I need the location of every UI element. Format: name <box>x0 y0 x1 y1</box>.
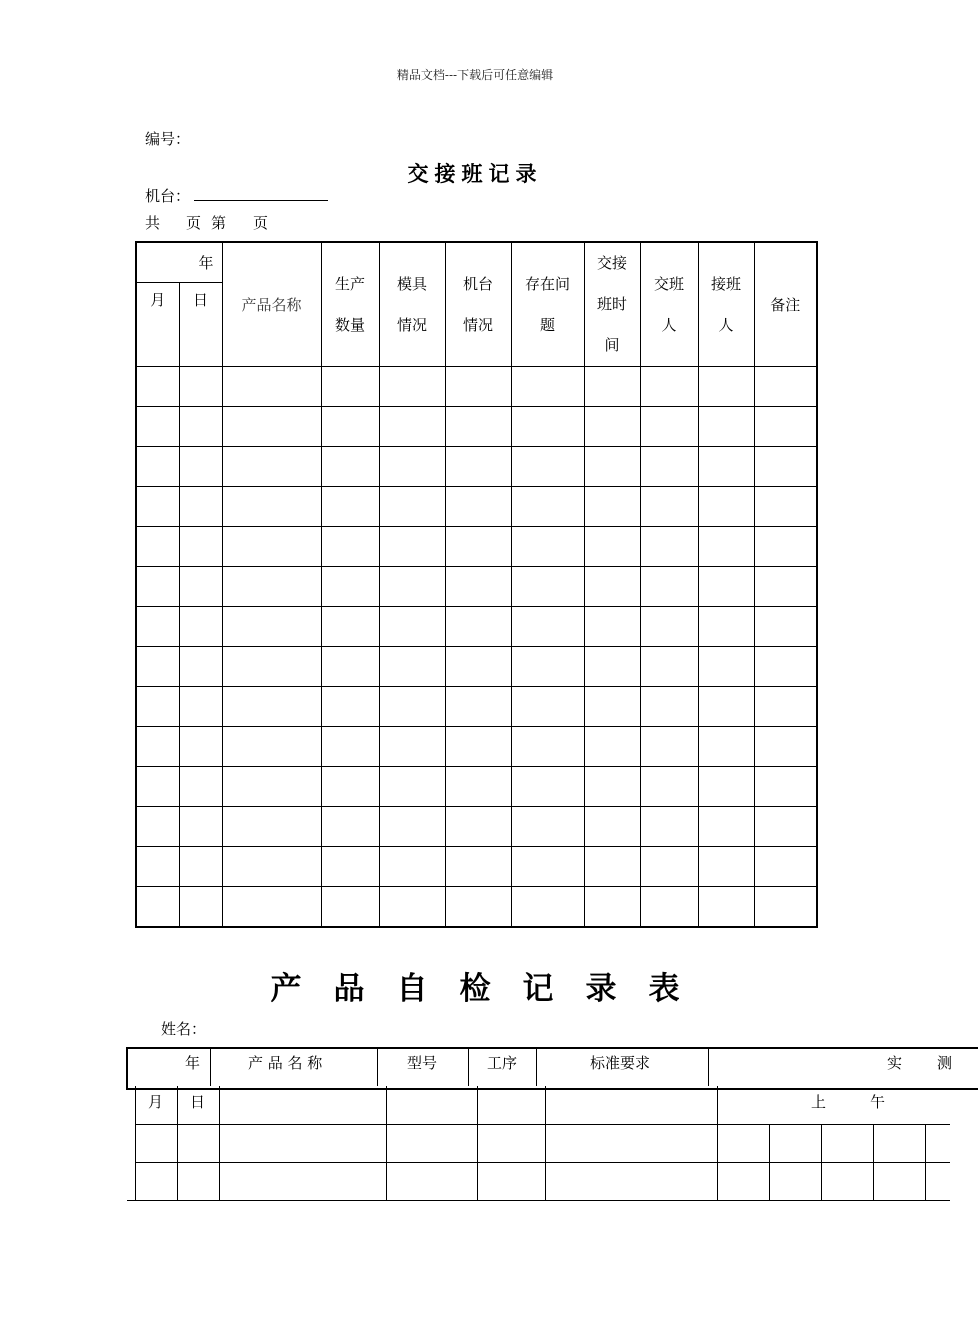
empty-cell[interactable] <box>179 727 222 767</box>
empty-cell[interactable] <box>179 367 222 407</box>
day-label: 日 <box>193 290 209 309</box>
machine-label: 机台： <box>145 187 191 205</box>
empty-cell[interactable] <box>754 807 817 847</box>
divider <box>468 1047 469 1086</box>
empty-cell[interactable] <box>222 687 321 727</box>
empty-cell[interactable] <box>445 847 511 887</box>
empty-cell[interactable] <box>321 887 379 927</box>
empty-cell[interactable] <box>511 527 584 567</box>
table-row <box>136 847 817 887</box>
empty-cell[interactable] <box>584 607 640 647</box>
quantity-line1: 生产 <box>335 274 366 293</box>
handover-line1: 交班 <box>654 274 685 293</box>
empty-cell[interactable] <box>321 847 379 887</box>
year-label: 年 <box>198 253 214 272</box>
col-line <box>135 1086 136 1201</box>
shift-time-line3: 间 <box>604 336 620 354</box>
handover-person-header <box>640 242 698 367</box>
empty-cell[interactable] <box>584 527 640 567</box>
title-char: 表 <box>648 971 680 1007</box>
empty-cell[interactable] <box>136 767 179 807</box>
col-line <box>386 1086 387 1201</box>
empty-cell[interactable] <box>511 407 584 447</box>
empty-cell[interactable] <box>136 847 179 887</box>
table-row <box>136 367 817 407</box>
empty-cell[interactable] <box>222 487 321 527</box>
empty-cell[interactable] <box>379 567 445 607</box>
empty-cell[interactable] <box>754 727 817 767</box>
col-line <box>769 1124 770 1201</box>
empty-cell[interactable] <box>511 847 584 887</box>
table-row <box>136 727 817 767</box>
empty-cell[interactable] <box>584 727 640 767</box>
empty-cell[interactable] <box>222 847 321 887</box>
receiver-line1: 接班 <box>711 274 742 293</box>
year-label-2: 年 <box>185 1054 201 1072</box>
pages-total-label: 共 <box>145 214 161 232</box>
shift-time-line2: 班时 <box>597 295 628 313</box>
product-name-header <box>222 242 321 367</box>
empty-cell[interactable] <box>584 687 640 727</box>
watermark-note: 精品文档---下载后可任意编辑 <box>396 68 554 82</box>
empty-cell[interactable] <box>179 527 222 567</box>
table-row <box>136 567 817 607</box>
empty-cell[interactable] <box>584 807 640 847</box>
month-label-2: 月 <box>148 1093 164 1111</box>
empty-cell[interactable] <box>222 887 321 927</box>
standard-label: 标准要求 <box>590 1054 651 1072</box>
month-label: 月 <box>150 290 166 309</box>
empty-cell[interactable] <box>445 407 511 447</box>
pages-page-label: 页 <box>186 214 202 232</box>
table-row <box>136 527 817 567</box>
empty-cell[interactable] <box>445 567 511 607</box>
month-header <box>136 282 179 366</box>
empty-cell[interactable] <box>379 727 445 767</box>
empty-cell[interactable] <box>379 527 445 567</box>
empty-cell[interactable] <box>640 647 698 687</box>
empty-cell[interactable] <box>698 687 754 727</box>
empty-cell[interactable] <box>698 527 754 567</box>
col-line <box>477 1086 478 1201</box>
empty-cell[interactable] <box>136 527 179 567</box>
empty-cell[interactable] <box>321 447 379 487</box>
empty-cell[interactable] <box>179 687 222 727</box>
empty-cell[interactable] <box>222 367 321 407</box>
empty-cell[interactable] <box>136 807 179 847</box>
empty-cell[interactable] <box>179 487 222 527</box>
row-line <box>135 1124 950 1125</box>
empty-cell[interactable] <box>445 487 511 527</box>
empty-cell[interactable] <box>222 647 321 687</box>
empty-cell[interactable] <box>640 847 698 887</box>
row-line <box>127 1200 950 1201</box>
empty-cell[interactable] <box>179 887 222 927</box>
shift-record-title: 交接班记录 <box>407 162 543 186</box>
empty-cell[interactable] <box>222 727 321 767</box>
empty-cell[interactable] <box>321 647 379 687</box>
empty-cell[interactable] <box>321 807 379 847</box>
empty-cell[interactable] <box>698 727 754 767</box>
empty-cell[interactable] <box>379 607 445 647</box>
empty-cell[interactable] <box>379 367 445 407</box>
empty-cell[interactable] <box>222 807 321 847</box>
empty-cell[interactable] <box>445 727 511 767</box>
empty-cell[interactable] <box>584 887 640 927</box>
empty-cell[interactable] <box>640 367 698 407</box>
empty-cell[interactable] <box>698 767 754 807</box>
am-label-2: 午 <box>870 1093 886 1111</box>
col-line <box>717 1086 718 1201</box>
table-row <box>136 407 817 447</box>
empty-cell[interactable] <box>321 727 379 767</box>
empty-cell[interactable] <box>698 847 754 887</box>
empty-cell[interactable] <box>584 647 640 687</box>
empty-cell[interactable] <box>754 887 817 927</box>
empty-cell[interactable] <box>584 367 640 407</box>
empty-cell[interactable] <box>698 407 754 447</box>
empty-cell[interactable] <box>379 807 445 847</box>
empty-cell[interactable] <box>136 687 179 727</box>
empty-cell[interactable] <box>640 687 698 727</box>
empty-cell[interactable] <box>222 407 321 447</box>
product-name-label-2: 产 品 名 称 <box>248 1054 323 1072</box>
empty-cell[interactable] <box>584 847 640 887</box>
empty-cell[interactable] <box>511 687 584 727</box>
title-char: 记 <box>522 971 554 1007</box>
empty-cell[interactable] <box>754 367 817 407</box>
divider <box>536 1047 537 1086</box>
empty-cell[interactable] <box>179 767 222 807</box>
title-char: 检 <box>459 971 491 1007</box>
shift-record-table <box>135 241 818 928</box>
empty-cell[interactable] <box>379 487 445 527</box>
empty-cell[interactable] <box>640 567 698 607</box>
issues-line2: 题 <box>540 315 556 334</box>
empty-cell[interactable] <box>511 447 584 487</box>
empty-cell[interactable] <box>179 607 222 647</box>
process-label: 工序 <box>487 1054 518 1072</box>
empty-cell[interactable] <box>640 447 698 487</box>
empty-cell[interactable] <box>321 567 379 607</box>
remarks-header <box>754 242 817 367</box>
empty-cell[interactable] <box>640 407 698 447</box>
empty-cell[interactable] <box>136 567 179 607</box>
machine-status-line1: 机台 <box>463 274 494 293</box>
table-row <box>136 767 817 807</box>
empty-cell[interactable] <box>179 567 222 607</box>
empty-cell[interactable] <box>698 647 754 687</box>
model-label: 型号 <box>407 1054 438 1072</box>
empty-cell[interactable] <box>136 647 179 687</box>
product-name-label: 产品名称 <box>241 296 302 314</box>
empty-cell[interactable] <box>640 887 698 927</box>
machine-blank-line[interactable] <box>194 200 328 201</box>
empty-cell[interactable] <box>754 687 817 727</box>
inspector-name-label: 姓名： <box>161 1020 207 1038</box>
empty-cell[interactable] <box>136 607 179 647</box>
empty-cell[interactable] <box>698 807 754 847</box>
remarks-label: 备注 <box>770 296 801 314</box>
empty-cell[interactable] <box>136 887 179 927</box>
receiver-person-header <box>698 242 754 367</box>
empty-cell[interactable] <box>445 807 511 847</box>
empty-cell[interactable] <box>754 847 817 887</box>
empty-cell[interactable] <box>754 527 817 567</box>
empty-cell[interactable] <box>136 487 179 527</box>
empty-cell[interactable] <box>445 687 511 727</box>
table-row <box>136 807 817 847</box>
empty-cell[interactable] <box>179 807 222 847</box>
empty-cell[interactable] <box>640 807 698 847</box>
divider <box>210 1047 211 1086</box>
empty-cell[interactable] <box>584 407 640 447</box>
table-row <box>136 607 817 647</box>
empty-cell[interactable] <box>321 527 379 567</box>
empty-cell[interactable] <box>511 647 584 687</box>
receiver-line2: 人 <box>718 315 734 334</box>
empty-cell[interactable] <box>445 607 511 647</box>
pages-page2-label: 页 <box>253 214 269 232</box>
empty-cell[interactable] <box>321 767 379 807</box>
empty-cell[interactable] <box>511 807 584 847</box>
pages-nth-label: 第 <box>211 214 227 232</box>
empty-cell[interactable] <box>379 847 445 887</box>
issues-header <box>511 242 584 367</box>
empty-cell[interactable] <box>511 767 584 807</box>
empty-cell[interactable] <box>698 567 754 607</box>
empty-cell[interactable] <box>698 887 754 927</box>
empty-cell[interactable] <box>379 887 445 927</box>
shift-time-line1: 交接 <box>597 254 628 272</box>
col-line <box>219 1086 220 1201</box>
empty-cell[interactable] <box>222 447 321 487</box>
empty-cell[interactable] <box>379 767 445 807</box>
am-label-1: 上 <box>811 1093 827 1111</box>
title-char: 产 <box>270 971 302 1007</box>
empty-cell[interactable] <box>222 767 321 807</box>
empty-cell[interactable] <box>379 407 445 447</box>
row-line <box>135 1162 950 1163</box>
empty-cell[interactable] <box>321 487 379 527</box>
empty-cell[interactable] <box>511 487 584 527</box>
table-row <box>136 687 817 727</box>
empty-cell[interactable] <box>321 687 379 727</box>
empty-cell[interactable] <box>379 647 445 687</box>
empty-cell[interactable] <box>222 567 321 607</box>
empty-cell[interactable] <box>698 607 754 647</box>
measure-label-2: 测 <box>937 1054 953 1072</box>
empty-cell[interactable] <box>136 447 179 487</box>
col-line <box>177 1086 178 1201</box>
empty-cell[interactable] <box>136 407 179 447</box>
measure-label-1: 实 <box>887 1054 903 1072</box>
empty-cell[interactable] <box>379 447 445 487</box>
machine-status-line2: 情况 <box>463 315 494 334</box>
empty-cell[interactable] <box>640 527 698 567</box>
col-line <box>873 1124 874 1201</box>
quantity-line2: 数量 <box>335 315 366 334</box>
empty-cell[interactable] <box>640 487 698 527</box>
col-line <box>925 1124 926 1201</box>
issues-line1: 存在问 <box>525 274 571 293</box>
empty-cell[interactable] <box>179 447 222 487</box>
empty-cell[interactable] <box>136 367 179 407</box>
table-row <box>136 487 817 527</box>
empty-cell[interactable] <box>754 447 817 487</box>
empty-cell[interactable] <box>321 607 379 647</box>
empty-cell[interactable] <box>754 647 817 687</box>
empty-cell[interactable] <box>640 607 698 647</box>
empty-cell[interactable] <box>179 847 222 887</box>
serial-number-label: 编号： <box>145 130 191 148</box>
empty-cell[interactable] <box>445 527 511 567</box>
empty-cell[interactable] <box>584 567 640 607</box>
empty-cell[interactable] <box>445 887 511 927</box>
empty-cell[interactable] <box>321 367 379 407</box>
empty-cell[interactable] <box>754 407 817 447</box>
table-row <box>136 447 817 487</box>
col-line <box>821 1124 822 1201</box>
empty-cell[interactable] <box>179 407 222 447</box>
quantity-header <box>321 242 379 367</box>
empty-cell[interactable] <box>136 727 179 767</box>
empty-cell[interactable] <box>754 567 817 607</box>
empty-cell[interactable] <box>698 367 754 407</box>
mold-header <box>379 242 445 367</box>
day-header <box>179 282 222 366</box>
empty-cell[interactable] <box>754 767 817 807</box>
machine-status-header <box>445 242 511 367</box>
empty-cell[interactable] <box>511 567 584 607</box>
handover-line2: 人 <box>661 315 677 334</box>
empty-cell[interactable] <box>379 687 445 727</box>
empty-cell[interactable] <box>321 407 379 447</box>
shift-time-header <box>584 242 640 367</box>
title-char: 自 <box>396 971 428 1007</box>
empty-cell[interactable] <box>640 767 698 807</box>
empty-cell[interactable] <box>754 607 817 647</box>
empty-cell[interactable] <box>511 607 584 647</box>
empty-cell[interactable] <box>640 727 698 767</box>
empty-cell[interactable] <box>222 607 321 647</box>
empty-cell[interactable] <box>445 767 511 807</box>
title-char: 品 <box>333 971 365 1007</box>
empty-cell[interactable] <box>584 447 640 487</box>
empty-cell[interactable] <box>445 367 511 407</box>
empty-cell[interactable] <box>754 487 817 527</box>
title-char: 录 <box>585 971 617 1007</box>
empty-cell[interactable] <box>511 367 584 407</box>
empty-cell[interactable] <box>511 727 584 767</box>
table-row <box>136 887 817 927</box>
empty-cell[interactable] <box>698 447 754 487</box>
col-line <box>545 1086 546 1201</box>
empty-cell[interactable] <box>445 447 511 487</box>
empty-cell[interactable] <box>222 527 321 567</box>
empty-cell[interactable] <box>584 487 640 527</box>
self-inspection-title <box>0 963 950 1008</box>
empty-cell[interactable] <box>584 767 640 807</box>
mold-line2: 情况 <box>397 315 428 334</box>
year-header <box>136 242 222 282</box>
empty-cell[interactable] <box>445 647 511 687</box>
divider <box>708 1047 709 1086</box>
mold-line1: 模具 <box>397 274 428 293</box>
empty-cell[interactable] <box>511 887 584 927</box>
table-row <box>136 647 817 687</box>
day-label-2: 日 <box>190 1093 206 1111</box>
empty-cell[interactable] <box>698 487 754 527</box>
empty-cell[interactable] <box>179 647 222 687</box>
divider <box>377 1047 378 1086</box>
